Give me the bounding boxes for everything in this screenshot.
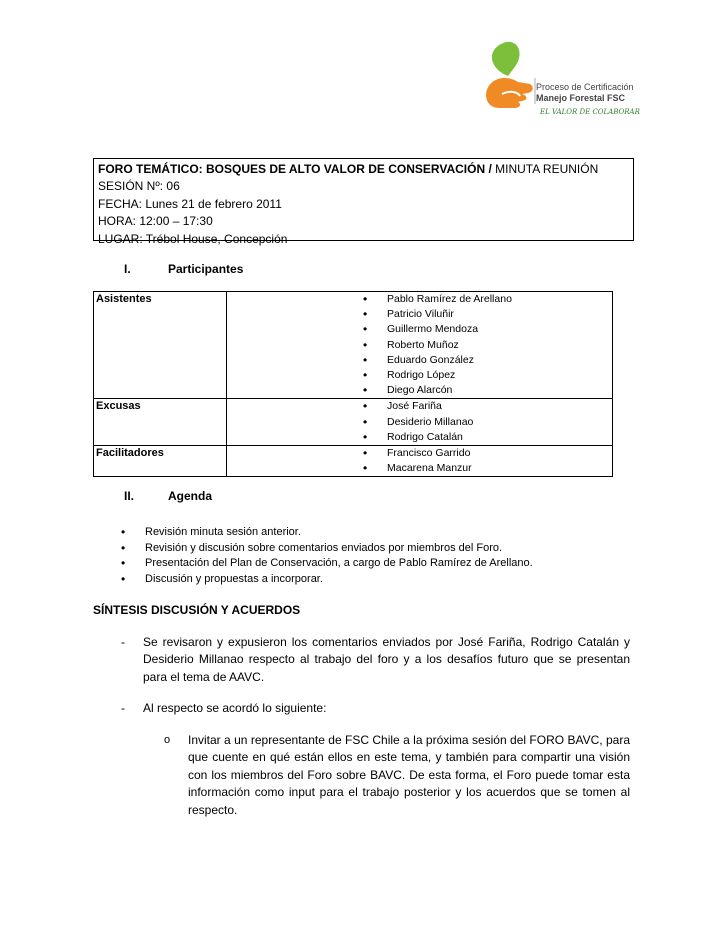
participant-name: • Macarena Manzur <box>227 461 612 476</box>
participant-name: • Francisco Garrido <box>227 446 612 461</box>
meeting-time: HORA: 12:00 – 17:30 <box>98 214 213 229</box>
agenda-list <box>118 525 533 587</box>
table-row <box>94 292 613 399</box>
session-number: SESIÓN Nº: 06 <box>98 179 180 194</box>
section-participants-heading: I. Participantes <box>124 262 244 276</box>
discussion-point: - Al respecto se acordó lo siguiente: <box>121 701 327 715</box>
meeting-title: FORO TEMÁTICO: BOSQUES DE ALTO VALOR DE CONSERVACIÓN / MINUTA REUNIÓN <box>98 162 599 176</box>
participant-name: • Diego Alarcón <box>227 383 612 398</box>
participant-name: • Rodrigo López <box>227 368 612 383</box>
leaf-shape <box>492 42 520 76</box>
table-row <box>94 445 613 476</box>
table-row <box>94 399 613 446</box>
hand-shape <box>486 78 533 108</box>
participant-name: • Desiderio Millanao <box>227 415 612 430</box>
logo-tagline: EL VALOR DE COLABORAR <box>540 108 640 116</box>
participants-table <box>93 291 613 477</box>
logo-line1: Proceso de Certificación <box>536 82 634 92</box>
participant-name: • Rodrigo Catalán <box>227 430 612 445</box>
row-label: Asistentes <box>94 292 227 399</box>
logo-line2: Manejo Forestal FSC <box>536 93 626 103</box>
meeting-place: LUGAR: Trébol House, Concepción <box>98 231 288 246</box>
participant-name: • Patricio Viluñir <box>227 307 612 322</box>
participant-name: • Guillermo Mendoza <box>227 322 612 337</box>
participant-name: • Pablo Ramírez de Arellano <box>227 292 612 307</box>
agenda-item: • Revisión y discusión sobre comentarios enviados por miembros del Foro. <box>118 541 533 557</box>
meeting-date: FECHA: Lunes 21 de febrero 2011 <box>98 196 282 211</box>
section-agenda-heading: II. Agenda <box>124 489 213 503</box>
agenda-item: • Discusión y propuestas a incorporar. <box>118 572 533 588</box>
row-label: Facilitadores <box>94 445 227 476</box>
meeting-header-box <box>93 158 634 246</box>
participant-name: • Eduardo González <box>227 353 612 368</box>
participant-name: • José Fariña <box>227 399 612 414</box>
agenda-item: • Revisión minuta sesión anterior. <box>118 525 533 541</box>
row-label: Excusas <box>94 399 227 446</box>
agreement-subpoint: o Invitar a un representante de FSC Chile a la próxima sesión del FORO BAVC, para que cuente en qué están ellos en este tema, y también para compartir una visión con los miembros del Foro sobre BAVC. De esta forma, el Foro puede tomar esta información como input para el trabajo posterior y los acuerdos que se tomen al respecto. <box>164 733 630 817</box>
synthesis-heading: SÍNTESIS DISCUSIÓN Y ACUERDOS <box>93 603 301 617</box>
agenda-item: • Presentación del Plan de Conservación, a cargo de Pablo Ramírez de Arellano. <box>118 556 533 572</box>
discussion-point: - Se revisaron y expusieron los comentarios enviados por José Fariña, Rodrigo Catalán y Desiderio Millanao respecto al trabajo del foro y a los desafíos futuro que se presentan para el tema de AAVC. <box>121 635 630 684</box>
participant-name: • Roberto Muñoz <box>227 338 612 353</box>
